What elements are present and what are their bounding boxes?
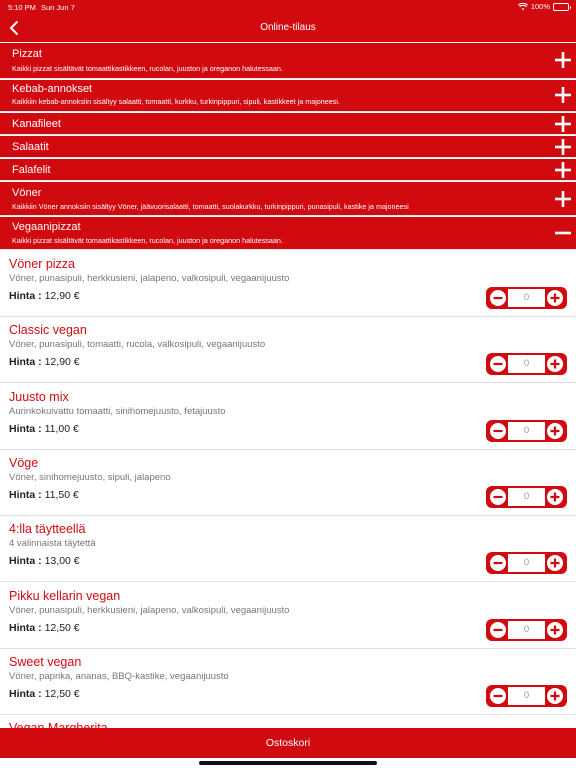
quantity-value[interactable]: 0 [508, 289, 545, 307]
plus-icon[interactable] [546, 488, 564, 506]
category-salaatit[interactable] [0, 136, 576, 158]
price-label: Hinta : [9, 356, 42, 369]
category-vegaanipizzat[interactable] [0, 217, 576, 250]
menu-item [0, 450, 576, 516]
quantity-value[interactable]: 0 [508, 355, 545, 373]
cart-label: Ostoskori [265, 737, 311, 749]
battery-percent: 100% [530, 2, 550, 11]
minus-icon[interactable] [489, 687, 507, 705]
item-description: Vöner, punasipuli, herkkusieni, jalapeno, valkosipuli, vegaanijuusto [9, 273, 290, 284]
menu-item [0, 251, 576, 317]
item-description: 4 valinnaista täytettä [9, 538, 96, 550]
price-value: 12,90 € [44, 290, 80, 302]
quantity-value[interactable]: 0 [508, 488, 545, 506]
status-right [518, 2, 569, 11]
menu-item [0, 516, 576, 582]
price-value: 12,90 € [44, 356, 80, 369]
plus-icon[interactable] [546, 621, 564, 639]
plus-icon[interactable] [546, 554, 564, 572]
category-name: Kebab-annokset [12, 83, 93, 95]
item-description: Vöner, punasipuli, herkkusieni, jalapeno, valkosipuli, vegaanijuusto [9, 604, 290, 616]
category-pizzat[interactable] [0, 43, 576, 79]
minus-icon[interactable] [489, 488, 507, 506]
price-value: 12,50 € [44, 687, 80, 700]
cart-button[interactable] [0, 728, 576, 758]
minus-icon[interactable] [489, 554, 507, 572]
item-name: Classic vegan [9, 323, 87, 338]
category-description: Kaikki pizzat sisältävät tomaattikastikkeen, rucolan, juuston ja oreganon halutessaan. [12, 64, 283, 73]
item-description: Vöner, punasipuli, tomaatti, rucola, valkosipuli, vegaanijuusto [9, 339, 266, 351]
status-bar [0, 0, 576, 14]
item-description: Vöner, sinihomejuusto, sipuli, jalapeno [9, 471, 171, 483]
category-name: Salaatit [12, 141, 49, 153]
item-name: Vöner pizza [9, 257, 76, 271]
plus-icon[interactable] [546, 355, 564, 373]
menu-item [0, 317, 576, 383]
expand-plus-icon[interactable] [554, 115, 572, 133]
item-name: Sweet vegan [9, 654, 82, 669]
quantity-stepper [486, 287, 567, 309]
menu-item [0, 583, 576, 649]
item-price [9, 423, 79, 435]
price-label: Hinta : [9, 488, 42, 501]
price-label: Hinta : [9, 422, 42, 435]
item-price [9, 489, 79, 501]
menu-item [0, 649, 576, 715]
quantity-value[interactable]: 0 [508, 621, 545, 639]
price-value: 11,50 € [44, 488, 79, 501]
item-price [9, 555, 80, 567]
item-name: Juusto mix [9, 389, 69, 404]
category-name: Falafelit [12, 164, 51, 176]
price-value: 11,00 € [44, 422, 79, 435]
item-name: Pikku kellarin vegan [9, 588, 121, 603]
price-label: Hinta : [9, 555, 42, 568]
menu-item [0, 384, 576, 450]
price-value: 12,50 € [44, 621, 80, 634]
quantity-stepper [486, 619, 567, 641]
category-kanafileet[interactable] [0, 113, 576, 135]
home-indicator [199, 761, 377, 765]
battery-icon [553, 3, 569, 11]
plus-icon[interactable] [546, 422, 564, 440]
minus-icon[interactable] [489, 355, 507, 373]
item-price [9, 290, 80, 302]
minus-icon[interactable] [489, 289, 507, 307]
category-name: Kanafileet [12, 118, 61, 130]
item-description: Vöner, paprika, ananas, BBQ-kastike, vegaanijuusto [9, 670, 229, 682]
minus-icon[interactable] [489, 621, 507, 639]
status-date: Sun Jun 7 [41, 3, 75, 12]
quantity-value[interactable]: 0 [508, 687, 545, 705]
collapse-minus-icon[interactable] [554, 224, 572, 242]
wifi-icon [518, 3, 528, 11]
plus-icon[interactable] [546, 687, 564, 705]
item-description: Aurinkokuivattu tomaatti, sinihomejuusto, fetajuusto [9, 405, 226, 417]
item-price [9, 622, 80, 634]
plus-icon[interactable] [546, 289, 564, 307]
quantity-value[interactable]: 0 [508, 422, 545, 440]
category-description: Kaikki pizzat sisältävät tomaattikastikkeen, rucolan, juuston ja oreganon halutessaan. [12, 236, 283, 245]
item-name: 4:lla täytteellä [9, 522, 86, 537]
quantity-value[interactable]: 0 [508, 554, 545, 572]
quantity-stepper [486, 552, 567, 574]
status-time: 5:10 PM [8, 3, 36, 12]
quantity-stepper [486, 685, 567, 707]
category-description: Kaikkiin kebab-annoksiin sisältyy salaatti, tomaatti, kurkku, turkinpippuri, sipuli, kastikkeet ja majoneesi. [12, 97, 340, 106]
item-price [9, 688, 80, 700]
category-falafelit[interactable] [0, 159, 576, 181]
category-name: Vöner [12, 187, 42, 199]
quantity-stepper [486, 486, 567, 508]
category-v-ner[interactable] [0, 182, 576, 216]
minus-icon[interactable] [489, 422, 507, 440]
quantity-stepper [486, 420, 567, 442]
category-name: Pizzat [12, 48, 42, 60]
category-kebab-annokset[interactable] [0, 80, 576, 112]
category-name: Vegaanipizzat [12, 221, 81, 233]
nav-bar [0, 14, 576, 42]
quantity-stepper [486, 353, 567, 375]
expand-plus-icon[interactable] [554, 138, 572, 156]
expand-plus-icon[interactable] [554, 190, 572, 208]
expand-plus-icon[interactable] [554, 86, 572, 104]
expand-plus-icon[interactable] [554, 161, 572, 179]
item-name: Vöge [9, 455, 39, 470]
price-label: Hinta : [9, 290, 42, 302]
price-label: Hinta : [9, 687, 42, 700]
price-value: 13,00 € [44, 555, 80, 568]
item-price [9, 356, 80, 368]
page-title: Online-tilaus [260, 22, 316, 33]
expand-plus-icon[interactable] [554, 51, 572, 69]
price-label: Hinta : [9, 621, 42, 634]
category-description: Kaikkiin Vöner annoksiin sisältyy Vöner, jäävuorisalaatti, tomaatti, suolakurkku, turkinpippuri, punasipuli, kastike ja majoneesi [12, 202, 409, 211]
